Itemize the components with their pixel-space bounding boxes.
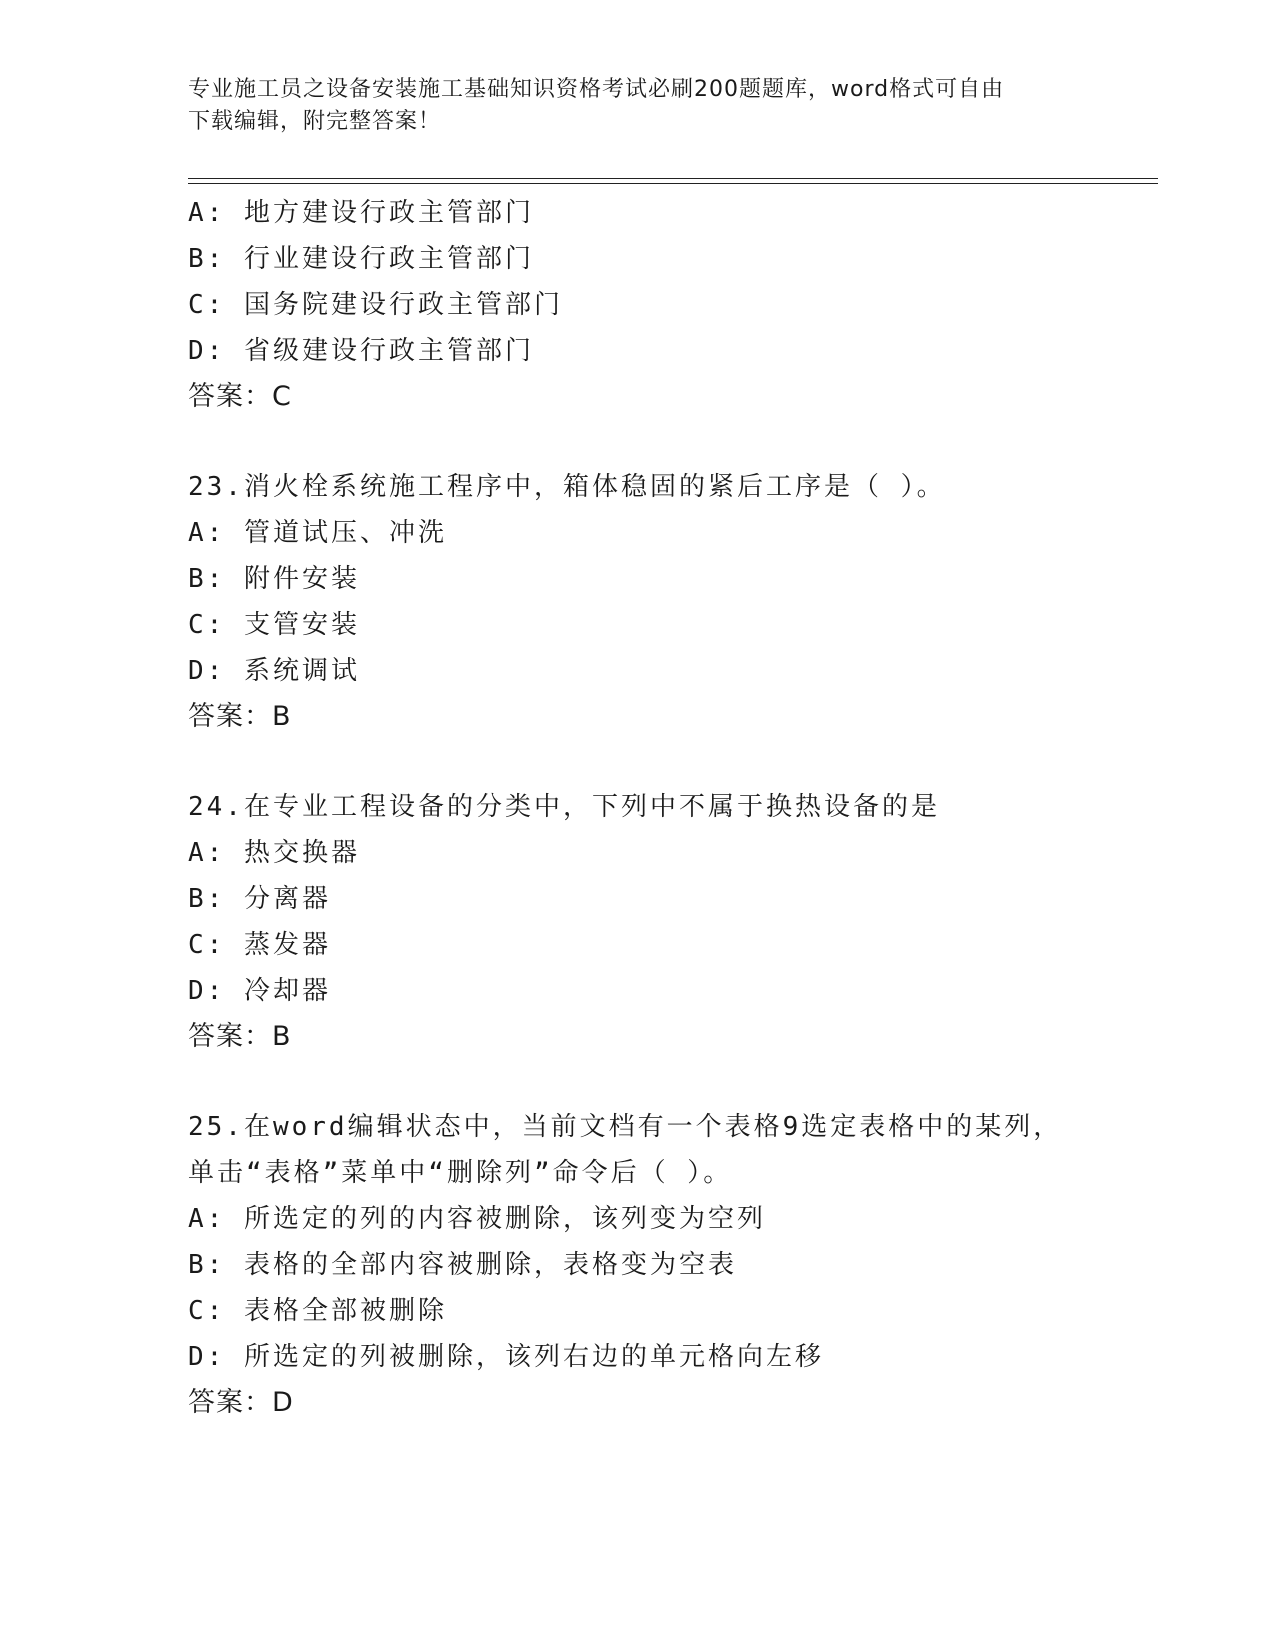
question-text: 24.在专业工程设备的分类中，下列中不属于换热设备的是 — [188, 792, 940, 822]
option-c: C: 蒸发器 — [188, 930, 331, 960]
question-list — [188, 190, 1188, 1426]
option-b: B: 分离器 — [188, 884, 331, 914]
option-c: C: 支管安装 — [188, 610, 360, 640]
option-b: B: 行业建设行政主管部门 — [188, 244, 534, 274]
answer-line: 答案：B — [188, 1021, 292, 1052]
question-block-22 — [188, 190, 1188, 420]
option-a: A: 地方建设行政主管部门 — [188, 198, 534, 228]
spacer — [188, 1060, 1188, 1104]
option-b: B: 附件安装 — [188, 564, 360, 594]
spacer — [188, 420, 1188, 464]
option-c: C: 表格全部被删除 — [188, 1296, 447, 1326]
question-text: 23.消火栓系统施工程序中，箱体稳固的紧后工序是（ ）。 — [188, 472, 946, 502]
header-divider-bottom — [188, 183, 1158, 184]
answer-line: 答案：C — [188, 381, 292, 412]
option-d: D: 冷却器 — [188, 976, 331, 1006]
option-a: A: 热交换器 — [188, 838, 360, 868]
answer-line: 答案：B — [188, 701, 292, 732]
spacer — [188, 740, 1188, 784]
option-c: C: 国务院建设行政主管部门 — [188, 290, 563, 320]
question-block-24 — [188, 784, 1188, 1060]
question-block-25 — [188, 1104, 1188, 1426]
option-a: A: 管道试压、冲洗 — [188, 518, 447, 548]
question-text-line-1: 25.在word编辑状态中，当前文档有一个表格9选定表格中的某列， — [188, 1112, 1063, 1142]
option-a: A: 所选定的列的内容被删除，该列变为空列 — [188, 1204, 766, 1234]
header-line-2: 下载编辑，附完整答案！ — [188, 109, 442, 134]
option-d: D: 省级建设行政主管部门 — [188, 336, 534, 366]
header-divider-top — [188, 178, 1158, 179]
header-line-1: 专业施工员之设备安装施工基础知识资格考试必刷200题题库，word格式可自由 — [188, 77, 1005, 102]
question-text-line-2: 单击“表格”菜单中“删除列”命令后（ ）。 — [188, 1158, 733, 1188]
question-block-23 — [188, 464, 1188, 740]
option-d: D: 所选定的列被删除，该列右边的单元格向左移 — [188, 1342, 824, 1372]
document-header — [188, 74, 1088, 138]
answer-line: 答案：D — [188, 1387, 294, 1418]
option-b: B: 表格的全部内容被删除，表格变为空表 — [188, 1250, 737, 1280]
option-d: D: 系统调试 — [188, 656, 360, 686]
